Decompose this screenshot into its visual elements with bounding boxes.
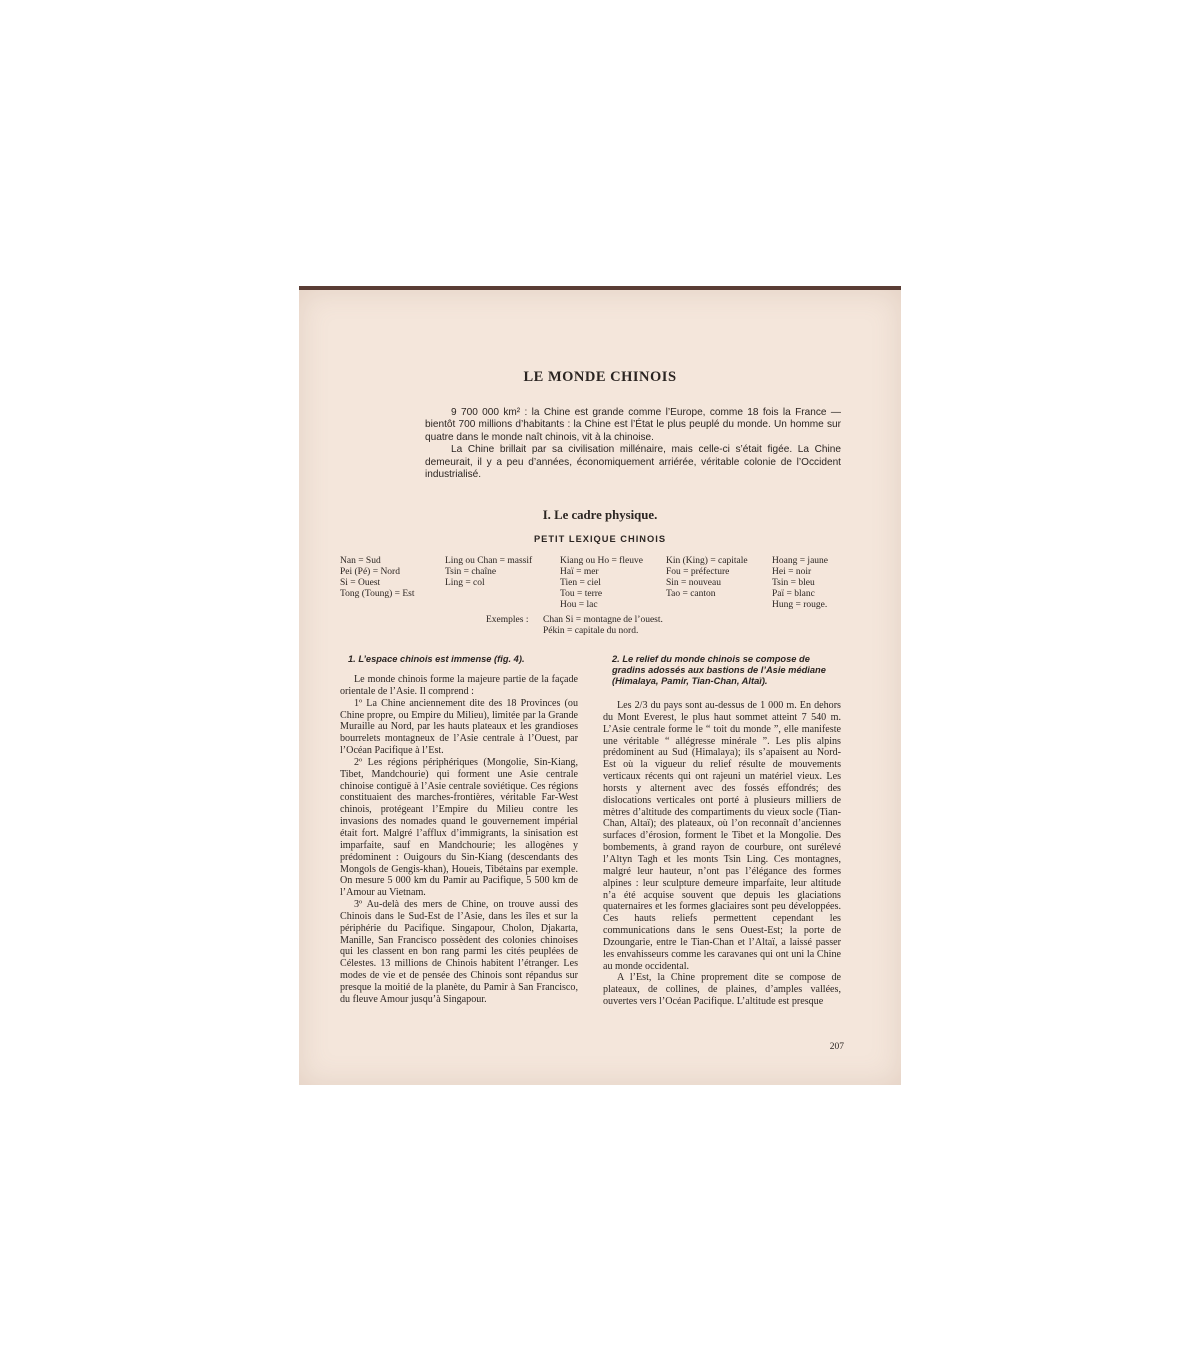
lexicon-entry: Tong (Toung) = Est [340,588,415,599]
example-entry: Pékin = capitale du nord. [543,626,639,636]
lexicon-entry: Hoang = jaune [772,556,829,566]
lexicon-entry: Tien = ciel [560,577,601,588]
body-paragraph: Le monde chinois forme la majeure partie de la façade orientale de l’Asie. Il comprend : [340,674,578,697]
example-entry: Chan Si = montagne de l’ouest. [543,615,663,625]
intro-block [425,407,841,481]
lexicon-entry: Tao = canton [666,588,716,599]
body-paragraph: 1º La Chine anciennement dite des 18 Provinces (ou Chine propre, ou Empire du Milieu), limitée par la Grande Muraille au Nord, par les hauts plateaux et les grandioses bourrelets montagneux de l’Asie centrale à l’Ouest, par l’Océan Pacifique à l’Est. [340,697,578,757]
page-number: 207 [829,1042,844,1052]
lexicon-entry: Tsin = chaîne [445,566,497,577]
body-paragraph: A l’Est, la Chine proprement dite se compose de plateaux, de collines, de plaines, d’amples vallées, ouvertes vers l’Océan Pacifique. L’altitude est presque [603,972,841,1008]
lexicon-entry: Fou = préfecture [666,566,730,577]
lexicon-entry: Paï = blanc [772,588,815,599]
lexicon-entry: Tou = terre [560,588,603,599]
lexicon-entry: Ling = col [445,577,485,588]
body-paragraph: 3º Au-delà des mers de Chine, on trouve aussi des Chinois dans le Sud-Est de l’Asie, dans les îles et sur la périphérie du Pacifique. Singapour, Cholon, Djakarta, Manille, San Francisco possèdent des colonies chinoises qui les classent en bon rang parmi les cités peuplées de Célestes. 13 millions de Chinois habitent l’étranger. Les modes de vie et de pensée des Chinois sont répandus sur presque la moitié de la planète, du Pamir à San Francisco, du fleuve Amour jusqu’à Singapour. [340,899,578,1005]
left-column-heading: 1. L’espace chinois est immense (fig. 4). [348,654,525,664]
intro-paragraph: La Chine brillait par sa civilisation millénaire, mais celle-ci s’était figée. La Chine demeurait, il y a peu d’années, économiquement arriérée, véritable colonie de l’Occident industrialisé. [425,444,841,481]
lexicon-entry: Haï = mer [560,566,599,577]
body-paragraph: Les 2/3 du pays sont au-dessus de 1 000 m. En dehors du Mont Everest, le plus haut sommet atteint 7 540 m. L’Asie centrale forme le “ toit du monde ”, elle manifeste une véritable “ allégresse minérale ”. Les plis alpins prédominent au Sud (Himalaya); ils s’apaisent au Nord-Est où la vigueur du relief résulte de mouvements verticaux récents qui ont rajeuni un matériel vieux. Les horsts y alternent avec des fossés effondrés; des dislocations verticales ont porté à plusieurs milliers de mètres d’altitude des compartiments du vieux socle (Tian-Chan, Altaï); des plateaux, où l’on reconnaît d’anciennes surfaces d’érosion, forment le Tibet et la Mongolie. Des bombements, à grand rayon de courbure, ont surélevé l’Altyn Tagh et les monts Tsin Ling. Ces montagnes, malgré leur hauteur, n’ont pas l’élégance des formes alpines : leur sculpture demeure imparfaite, leur altitude n’a été acquise souvent que depuis les glaciations quaternaires et les formes glaciaires sont peu développées. Ces hauts reliefs permettent cependant les communications dans le sens Ouest-Est; la porte de Dzoungarie, entre le Tian-Chan et l’Altaï, a laissé passer les envahisseurs comme les caravanes qui ont uni la Chine au monde occidental. [603,700,841,972]
lexicon-entry: Kin (King) = capitale [666,556,748,566]
right-column [603,700,841,1008]
page-title: LE MONDE CHINOIS [523,369,677,385]
lexicon-entry: Kiang ou Ho = fleuve [560,556,643,566]
lexicon-entry: Hung = rouge. [772,599,828,610]
lexicon-column-admin [666,556,748,600]
lexicon-entry: Hou = lac [560,599,598,610]
lexicon-entry: Si = Ouest [340,577,381,588]
left-column [340,674,578,1006]
body-paragraph: 2º Les régions périphériques (Mongolie, Sin-Kiang, Tibet, Mandchourie) qui forment une Asie centrale chinoise contiguë à l’Asie centrale soviétique. Ces régions constituaient des marches-frontières, véritable Far-West chinois, protégeant l’Empire du Milieu contre les invasions des nomades quand le gouvernement impérial était fort. Malgré l’afflux d’immigrants, la sinisation est imparfaite, sauf en Mandchourie; les allogènes y prédominent : Ouigours du Sin-Kiang (descendants des Mongols de Gengis-khan), Houeis, Tibétains par exemple. On mesure 5 000 km du Pamir au Pacifique, 5 500 km de l’Amour au Vietnam. [340,756,578,899]
intro-paragraph: 9 700 000 km² : la Chine est grande comme l’Europe, comme 18 fois la France — bientôt 700 millions d’habitants : la Chine est l’État le plus peuplé du monde. Un homme sur quatre dans le monde naît chinois, vit à la chinoise. [425,407,841,443]
lexicon-entry: Nan = Sud [340,556,381,566]
lexicon-entry: Sin = nouveau [666,577,721,588]
lexicon-entry: Ling ou Chan = massif [445,556,533,566]
lexicon-column-nature [560,556,643,610]
lexicon-column-directions [340,556,414,600]
lexicon-entry: Pei (Pé) = Nord [340,566,400,577]
right-column-heading: 2. Le relief du monde chinois se compose de gradins adossés aux bastions de l’Asie médiane (Himalaya, Pamir, Tian-Chan, Altaï). [612,654,826,686]
lexicon-entry: Tsin = bleu [772,577,815,588]
lexicon-heading: PETIT LEXIQUE CHINOIS [533,534,667,544]
section-title: I. Le cadre physique. [542,508,658,522]
book-page [299,286,901,1085]
lexicon-column-colors [772,556,828,610]
lexicon-entry: Hei = noir [772,566,812,577]
lexicon-column-relief [445,556,532,589]
examples-label: Exemples : [486,615,529,625]
lexicon-examples [486,615,663,637]
